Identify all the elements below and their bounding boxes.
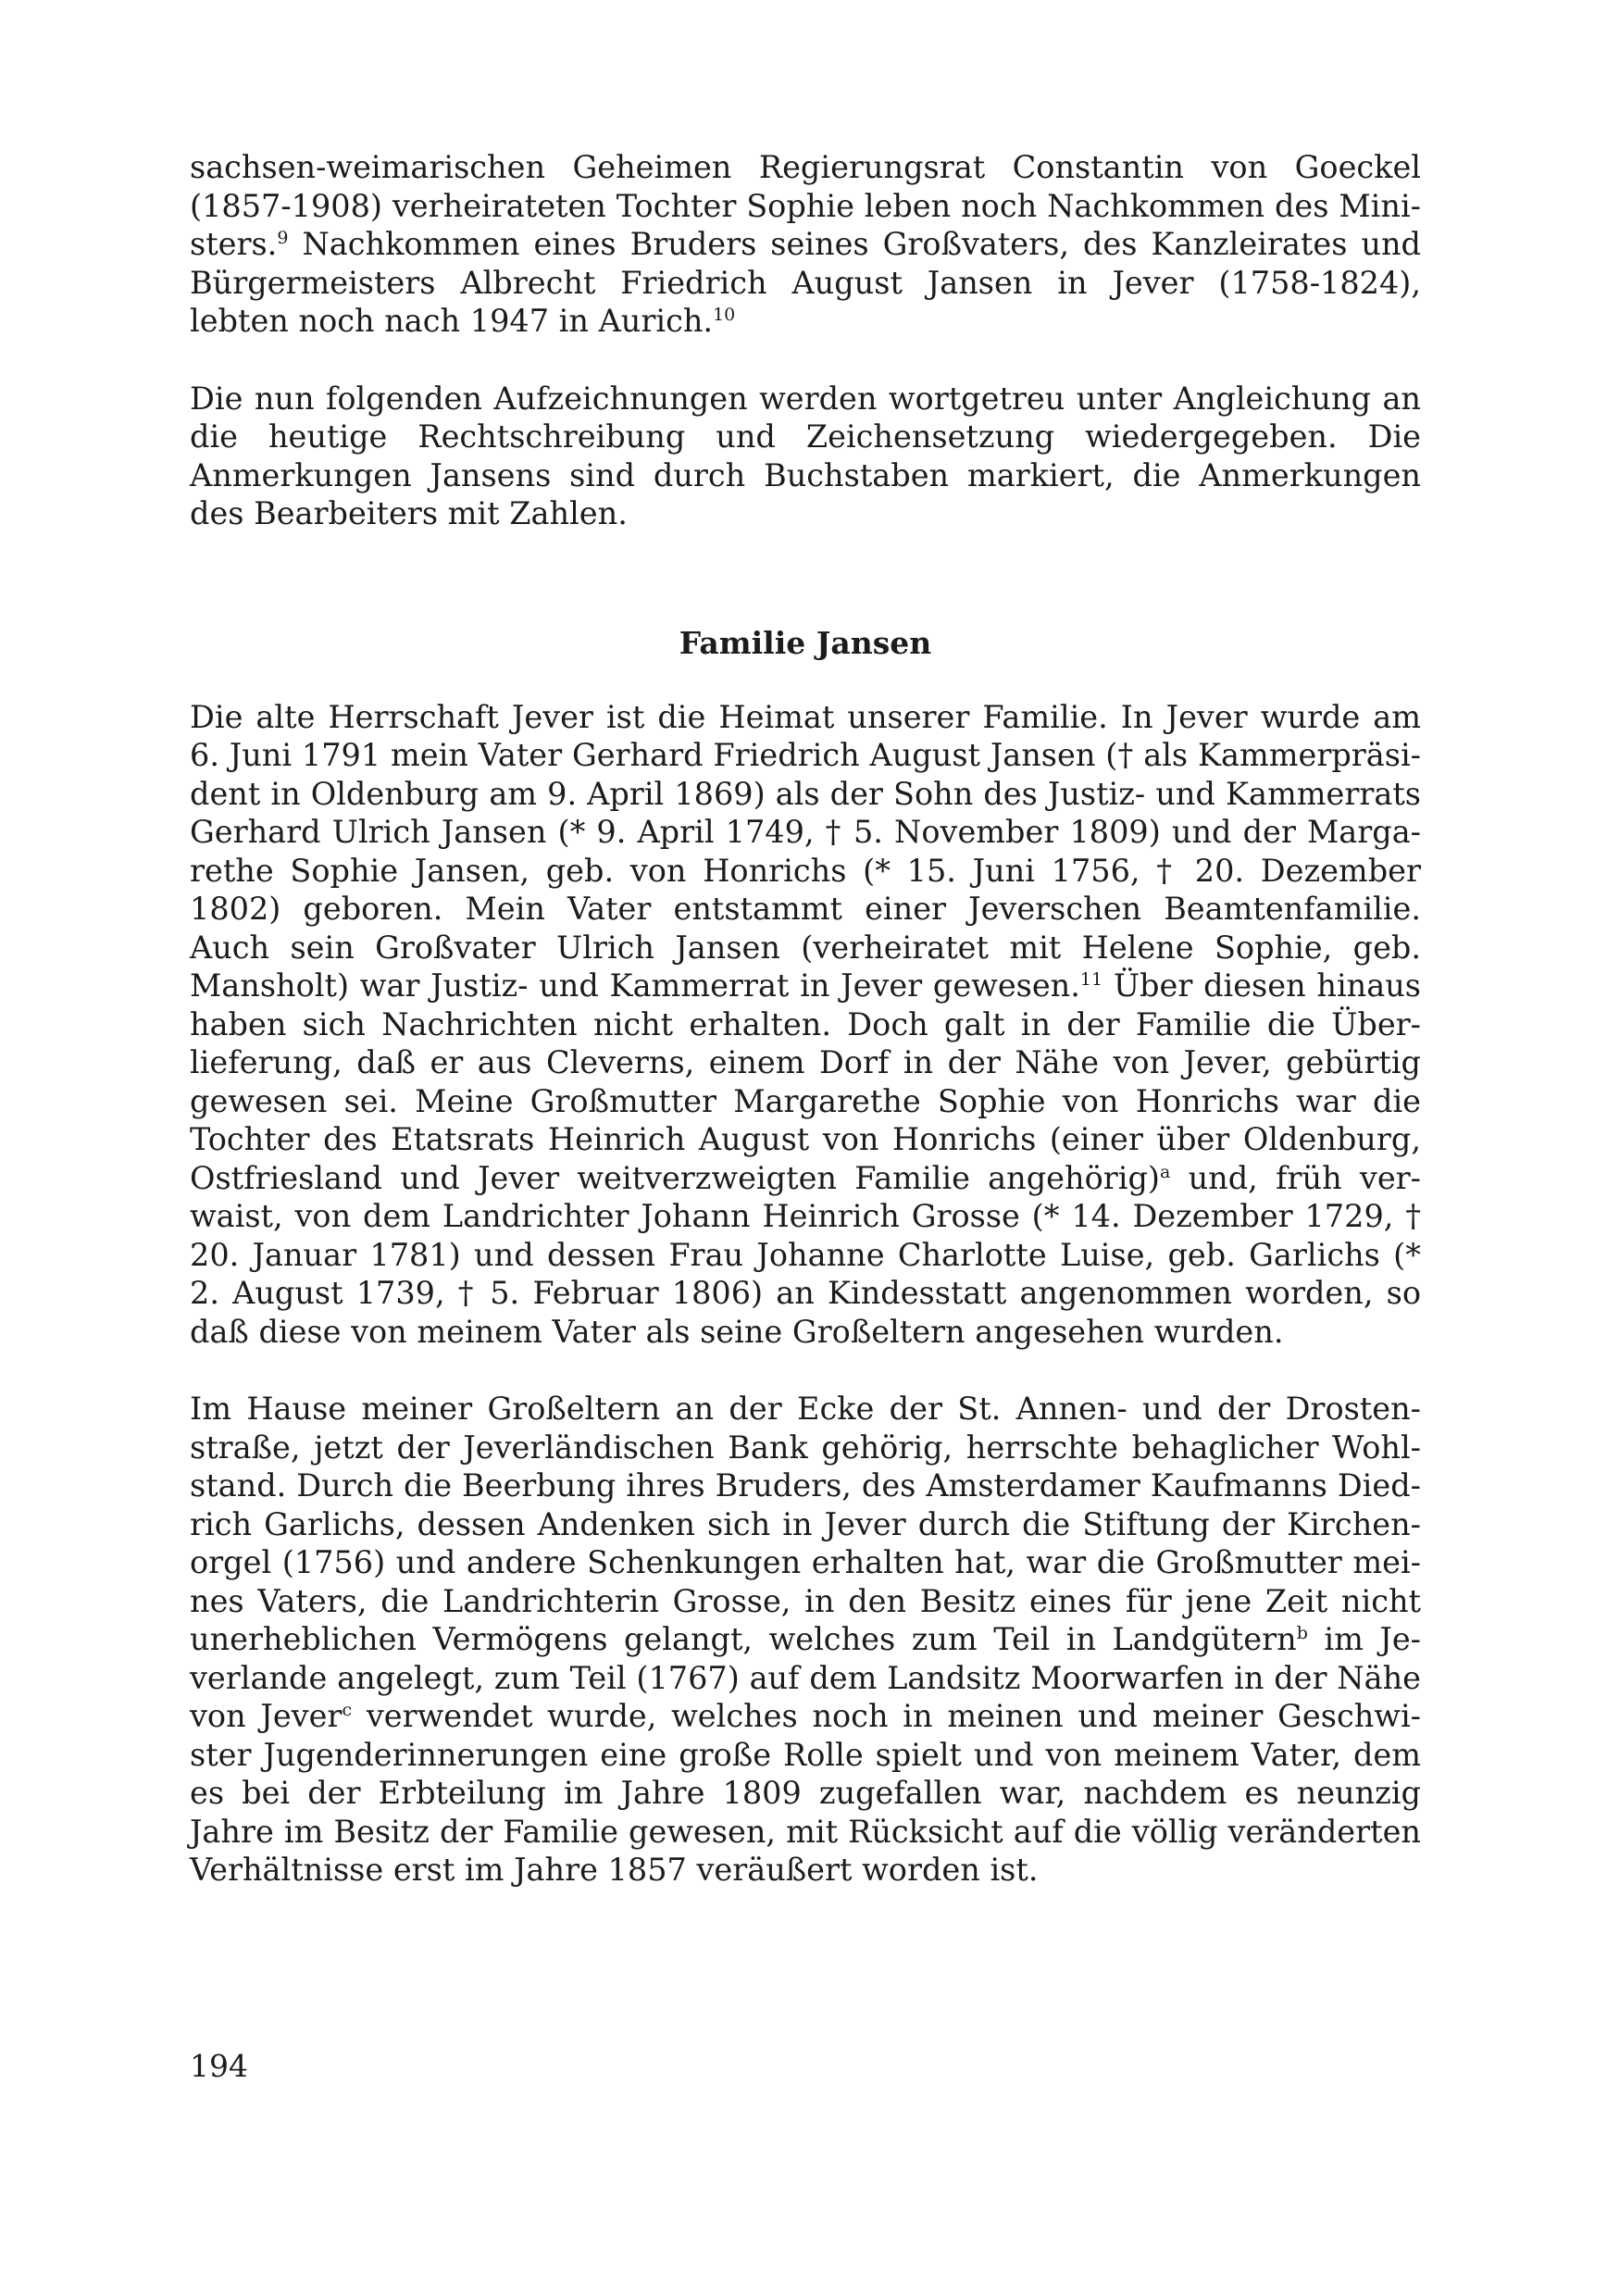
page-number: 194 [190,2048,248,2084]
paragraph-2 [190,380,1421,533]
paragraph-4 [190,1390,1421,1890]
page-body [190,148,1421,1890]
footnote-ref-9: 9 [277,227,289,248]
paragraph-3-text-c: und, früh verwaist, von dem Landrichter Johann Heinrich Grosse (* 14. Dezember 1729, † 20. Januar 1781) und dessen Frau Johanne Charlotte Luise, geb. Garlichs (* 2. August 1739, † 5. Februar 1806) an Kindesstatt angenommen worden, so daß diese von meinem Vater als seine Großeltern angesehen wurden. [190,1159,1421,1350]
author-note-ref-a: a [1159,1161,1171,1182]
section-heading: Familie Jansen [679,624,932,661]
paragraph-2-text: Die nun folgenden Aufzeichnungen werden wortgetreu unter Angleichung an die heutige Rechtschreibung und Zeichensetzung wiedergegeben. Die Anmerkungen Jansens sind durch Buchstaben markiert, die Anmerkungen des Bearbeiters mit Zahlen. [190,380,1421,531]
paragraph-4-text-b: im Jeverlande angelegt, zum Teil (1767) auf dem Landsitz Moorwarfen in der Nähe von Jever [190,1621,1421,1734]
paragraph-3-text-b: Über diesen hinaus haben sich Nachrichten nicht erhalten. Doch galt in der Familie die Überlieferung, daß er aus Cleverns, einem Dorf in der Nähe von Jever, gebürtig gewesen sei. Meine Großmutter Margarethe Sophie von Honrichs war die Tochter des Etatsrats Heinrich August von Honrichs (einer über Oldenburg, Ostfriesland und Jever weitverzweigten Familie angehörig) [190,967,1421,1196]
author-note-ref-b: b [1296,1622,1308,1643]
paragraph-1-text-b: Nachkommen eines Bruders seines Großvaters, des Kanzleirates und Bürgermeisters Albrecht Friedrich August Jansen in Jever (1758-1824), lebten noch nach 1947 in Aurich. [190,226,1421,339]
paragraph-3-text-a: Die alte Herrschaft Jever ist die Heimat unserer Familie. In Jever wurde am 6. Juni 1791 mein Vater Gerhard Friedrich August Jansen († als Kammerpräsident in Oldenburg am 9. April 1869) als der Sohn des Justiz- und Kammerrats Gerhard Ulrich Jansen (* 9. April 1749, † 5. November 1809) und der Margarethe Sophie Jansen, geb. von Honrichs (* 15. Juni 1756, † 20. Dezember 1802) geboren. Mein Vater entstammt einer Jeverschen Beamtenfamilie. Auch sein Großvater Ulrich Jansen (verheiratet mit Helene Sophie, geb. Mansholt) war Justiz- und Kammerrat in Jever gewesen. [190,698,1421,1004]
paragraph-3 [190,698,1421,1352]
footnote-ref-11: 11 [1079,968,1103,990]
paragraph-1 [190,148,1421,341]
paragraph-1-text-a: sachsen-weimarischen Geheimen Regierungsrat Constantin von Goeckel (1857-1908) verheirateten Tochter Sophie leben noch Nachkommen des Ministers. [190,149,1421,262]
footnote-ref-10: 10 [713,304,736,325]
author-note-ref-c: c [342,1699,353,1720]
paragraph-4-text-c: verwendet wurde, welches noch in meinen und meiner Geschwister Jugenderinnerungen eine große Rolle spielt und von meinem Vater, dem es bei der Erbteilung im Jahre 1809 zugefallen war, nachdem es neunzig Jahre im Besitz der Familie gewesen, mit Rücksicht auf die völlig veränderten Verhältnisse erst im Jahre 1857 veräußert worden ist. [190,1698,1421,1888]
paragraph-4-text-a: Im Hause meiner Großeltern an der Ecke der St. Annen- und der Drostenstraße, jetzt der Jeverländischen Bank gehörig, herrschte behaglicher Wohlstand. Durch die Beerbung ihres Bruders, des Amsterdamer Kaufmanns Diedrich Garlichs, dessen Andenken sich in Jever durch die Stiftung der Kirchenorgel (1756) und andere Schenkungen erhalten hat, war die Großmutter meines Vaters, die Landrichterin Grosse, in den Besitz eines für jene Zeit nicht unerheblichen Vermögens gelangt, welches zum Teil in Landgütern [190,1391,1421,1657]
